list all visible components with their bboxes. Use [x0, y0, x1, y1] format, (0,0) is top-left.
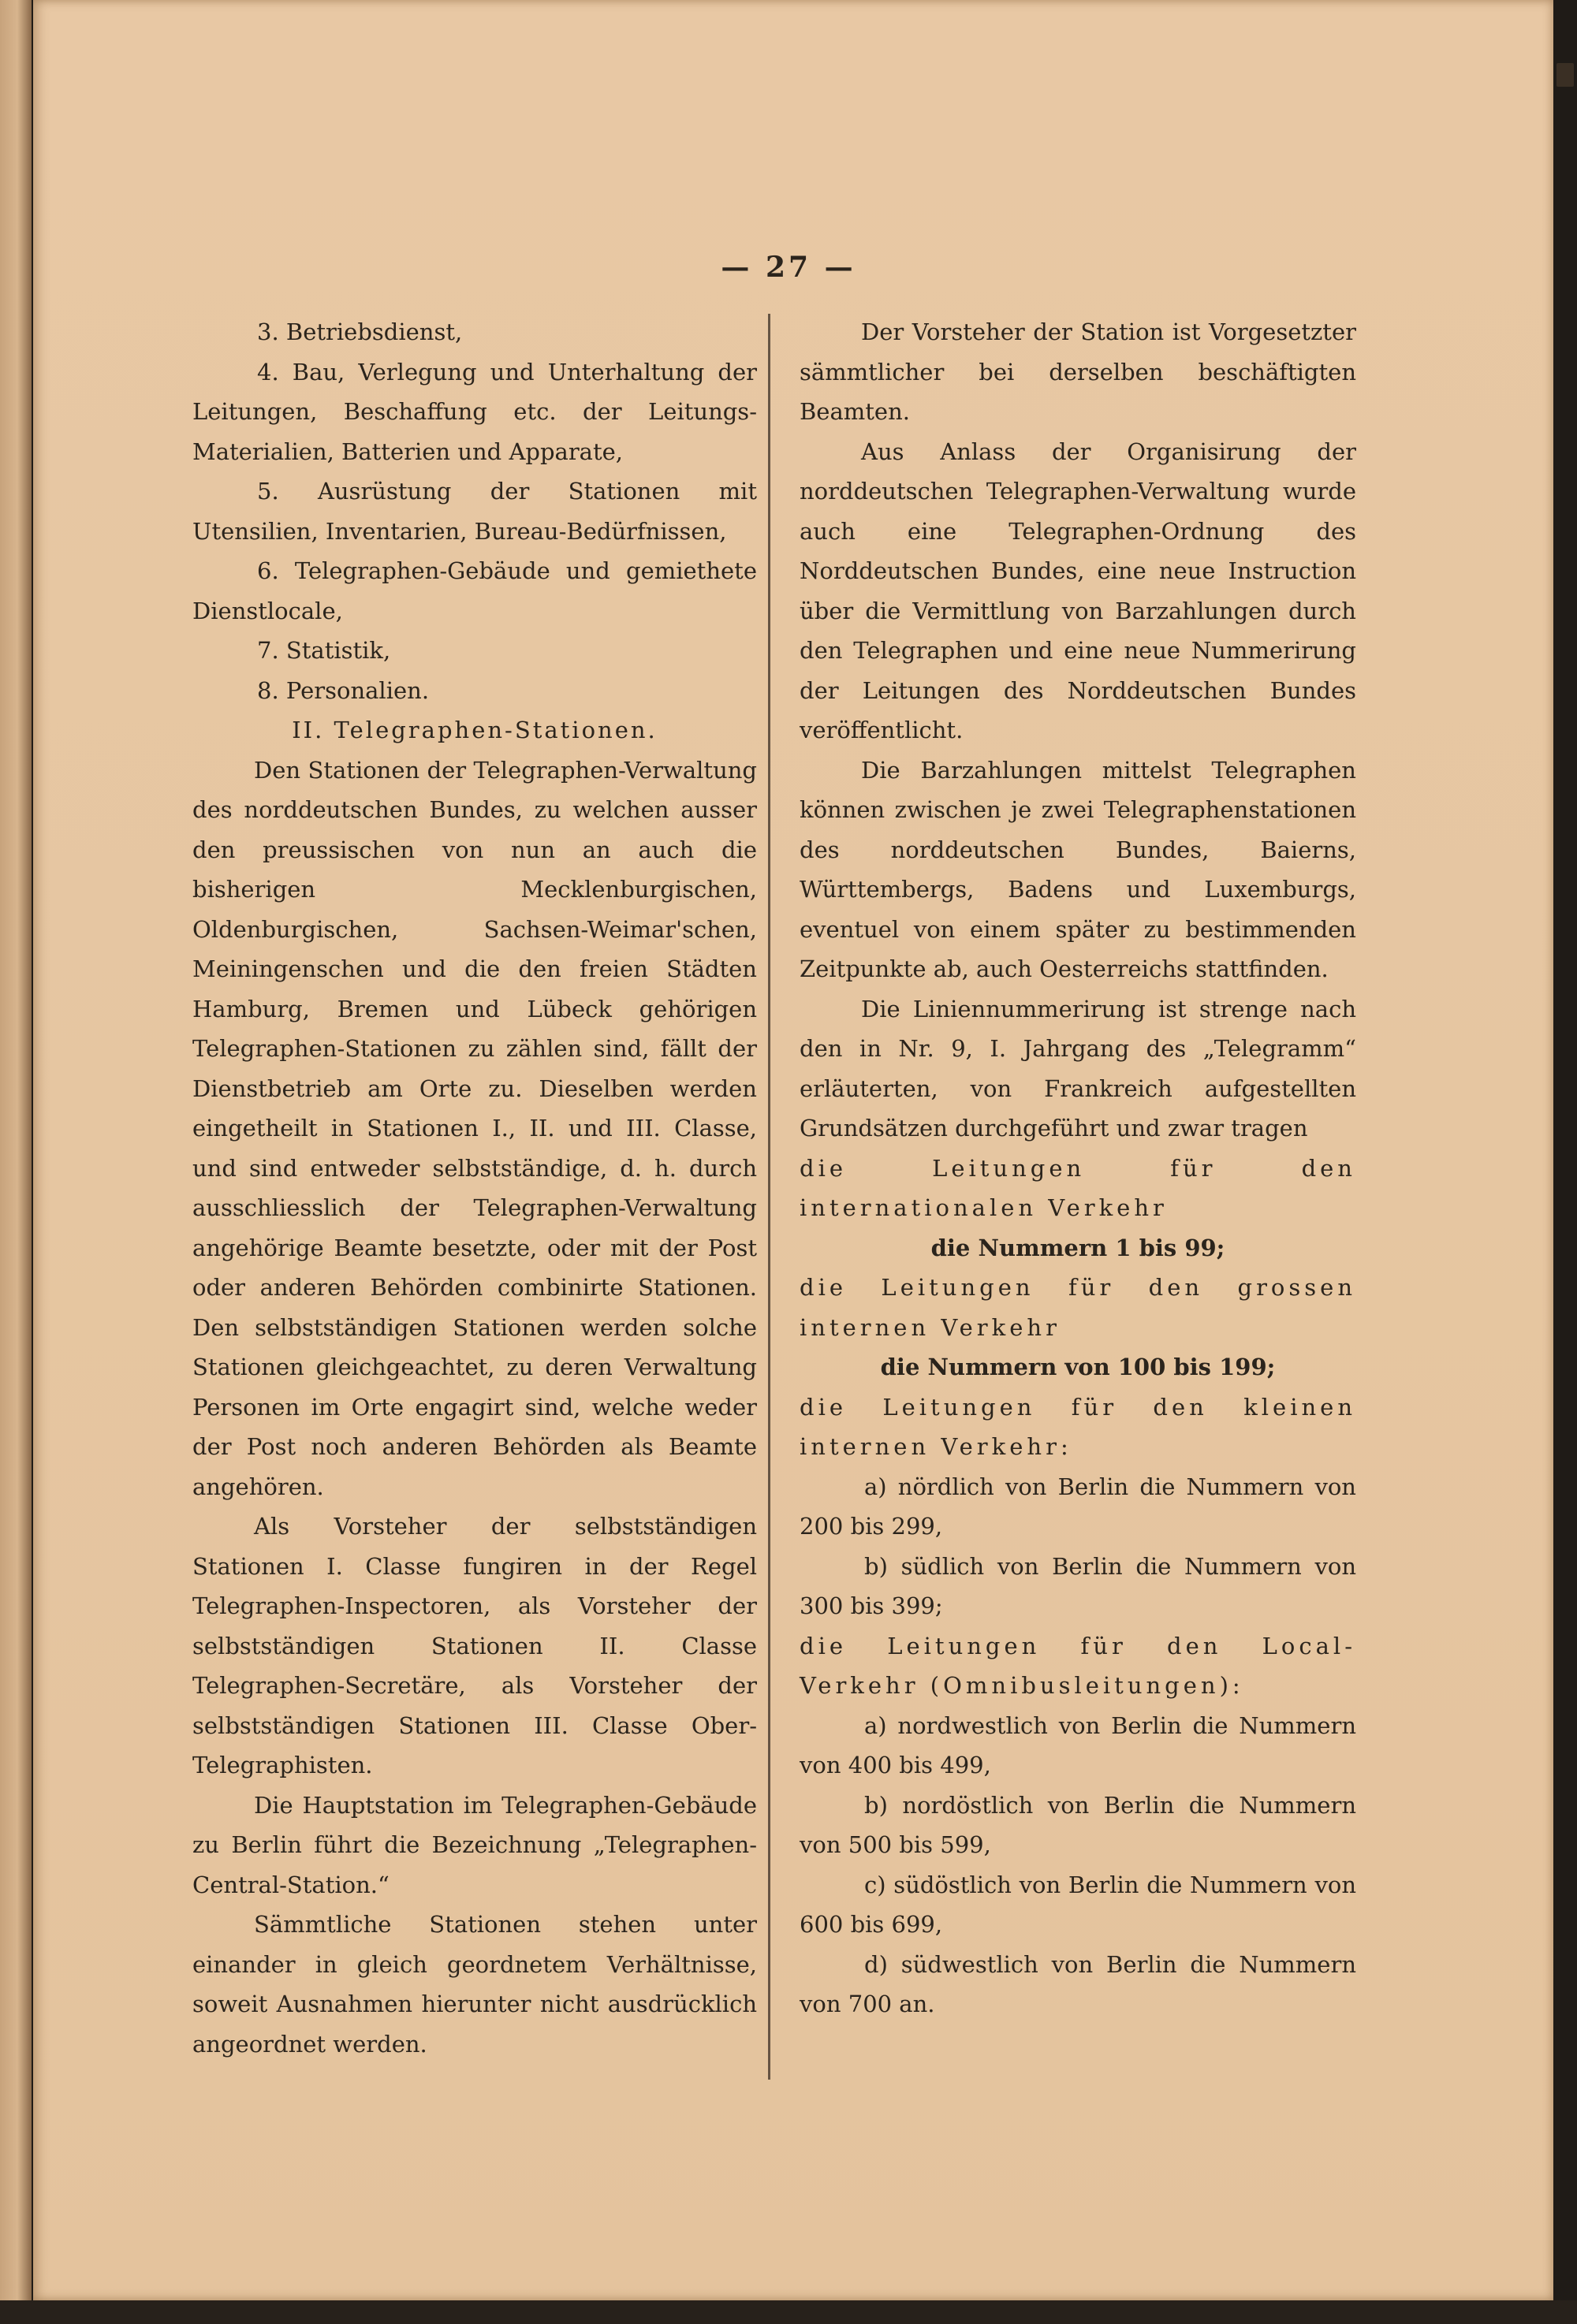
line-category: die Leitungen für den Local-Verkehr (Omnibusleitungen): [800, 1632, 1356, 1699]
facing-page-edge [0, 0, 32, 2324]
line-category: die Leitungen für den internationalen Verkehr [800, 1154, 1356, 1221]
paragraph: Die Barzahlungen mittelst Telegraphen können zwischen je zwei Telegraphenstationen des norddeutschen Bundes, Baierns, Württembergs, Badens und Luxemburgs, eventuel von einem später zu bestimmenden Zeitpunkte ab, auch Oesterreichs stattfinden. [800, 756, 1356, 982]
binding-mark [1556, 63, 1574, 87]
paragraph: Als Vorsteher der selbstständigen Stationen I. Classe fungiren in der Regel Telegraphen-Inspectoren, als Vorsteher der selbstständigen Stationen II. Classe Telegraphen-Secretäre, als Vorsteher der selbstständigen Stationen III. Classe Ober-Telegraphisten. [192, 1513, 757, 1778]
list-item: 3. Betriebsdienst, [257, 318, 463, 345]
number-range: die Nummern von 100 bis 199; [880, 1354, 1276, 1380]
paragraph: Die Liniennummerirung ist strenge nach den in Nr. 9, I. Jahrgang des „Telegramm“ erläuterten, von Frankreich aufgestellten Grundsätzen durchgeführt und zwar tragen [800, 995, 1356, 1142]
number-range: b) nordöstlich von Berlin die Nummern von 500 bis 599, [800, 1791, 1356, 1858]
number-range: b) südlich von Berlin die Nummern von 300 bis 399; [800, 1552, 1356, 1619]
line-category: die Leitungen für den kleinen internen Verkehr: [800, 1393, 1356, 1460]
paragraph: Aus Anlass der Organisirung der norddeutschen Telegraphen-Verwaltung wurde auch eine Telegraphen-Ordnung des Norddeutschen Bundes, eine neue Instruction über die Vermittlung von Barzahlungen durch den Telegraphen und eine neue Nummerirung der Leitungen des Norddeutschen Bundes veröffentlicht. [800, 438, 1356, 743]
line-category: die Leitungen für den grossen internen Verkehr [800, 1274, 1356, 1341]
number-range: a) nordwestlich von Berlin die Nummern von 400 bis 499, [800, 1711, 1356, 1778]
right-column [800, 312, 1356, 2024]
list-item: 6. Telegraphen-Gebäude und gemiethete Dienstlocale, [192, 557, 757, 624]
number-range: a) nördlich von Berlin die Nummern von 200 bis 299, [800, 1473, 1356, 1540]
list-item: 7. Statistik, [257, 637, 391, 664]
section-heading: II. Telegraphen-Stationen. [292, 717, 658, 743]
number-range: die Nummern 1 bis 99; [930, 1234, 1225, 1261]
page-number: — 27 — [721, 251, 856, 284]
paragraph: Die Hauptstation im Telegraphen-Gebäude zu Berlin führt die Bezeichnung „Telegraphen-Central-Station.“ [192, 1791, 757, 1898]
paragraph: Der Vorsteher der Station ist Vorgesetzter sämmtlicher bei derselben beschäftigten Beamten. [800, 318, 1356, 425]
list-item: 5. Ausrüstung der Stationen mit Utensilien, Inventarien, Bureau-Bedürfnissen, [192, 478, 757, 545]
paragraph: Den Stationen der Telegraphen-Verwaltung des norddeutschen Bundes, zu welchen ausser den preussischen von nun an auch die bisherigen Mecklenburgischen, Oldenburgischen, Sachsen-Weimar'schen, Meiningenschen und die den freien Städten Hamburg, Bremen und Lübeck gehörigen Telegraphen-Stationen zu zählen sind, fällt der Dienstbetrieb am Orte zu. Dieselben werden eingetheilt in Stationen I., II. und III. Classe, und sind entweder selbstständige, d. h. durch ausschliesslich der Telegraphen-Verwaltung angehörige Beamte besetzte, oder mit der Post oder anderen Behörden combinirte Stationen. Den selbstständigen Stationen werden solche Stationen gleichgeachtet, zu deren Verwaltung Personen im Orte engagirt sind, welche weder der Post noch anderen Behörden als Beamte angehören. [192, 756, 757, 1500]
left-column [192, 312, 757, 2064]
paragraph: Sämmtliche Stationen stehen unter einander in gleich geordnetem Verhältnisse, soweit Ausnahmen hierunter nicht ausdrücklich angeordnet werden. [192, 1911, 757, 2058]
number-range: c) südöstlich von Berlin die Nummern von 600 bis 699, [800, 1871, 1356, 1938]
number-range: d) südwestlich von Berlin die Nummern von 700 an. [800, 1950, 1356, 2017]
column-divider [768, 314, 770, 2080]
list-item: 4. Bau, Verlegung und Unterhaltung der Leitungen, Beschaffung etc. der Leitungs-Materialien, Batterien und Apparate, [192, 358, 757, 465]
scan-bottom-edge [0, 2300, 1577, 2324]
list-item: 8. Personalien. [257, 676, 430, 704]
